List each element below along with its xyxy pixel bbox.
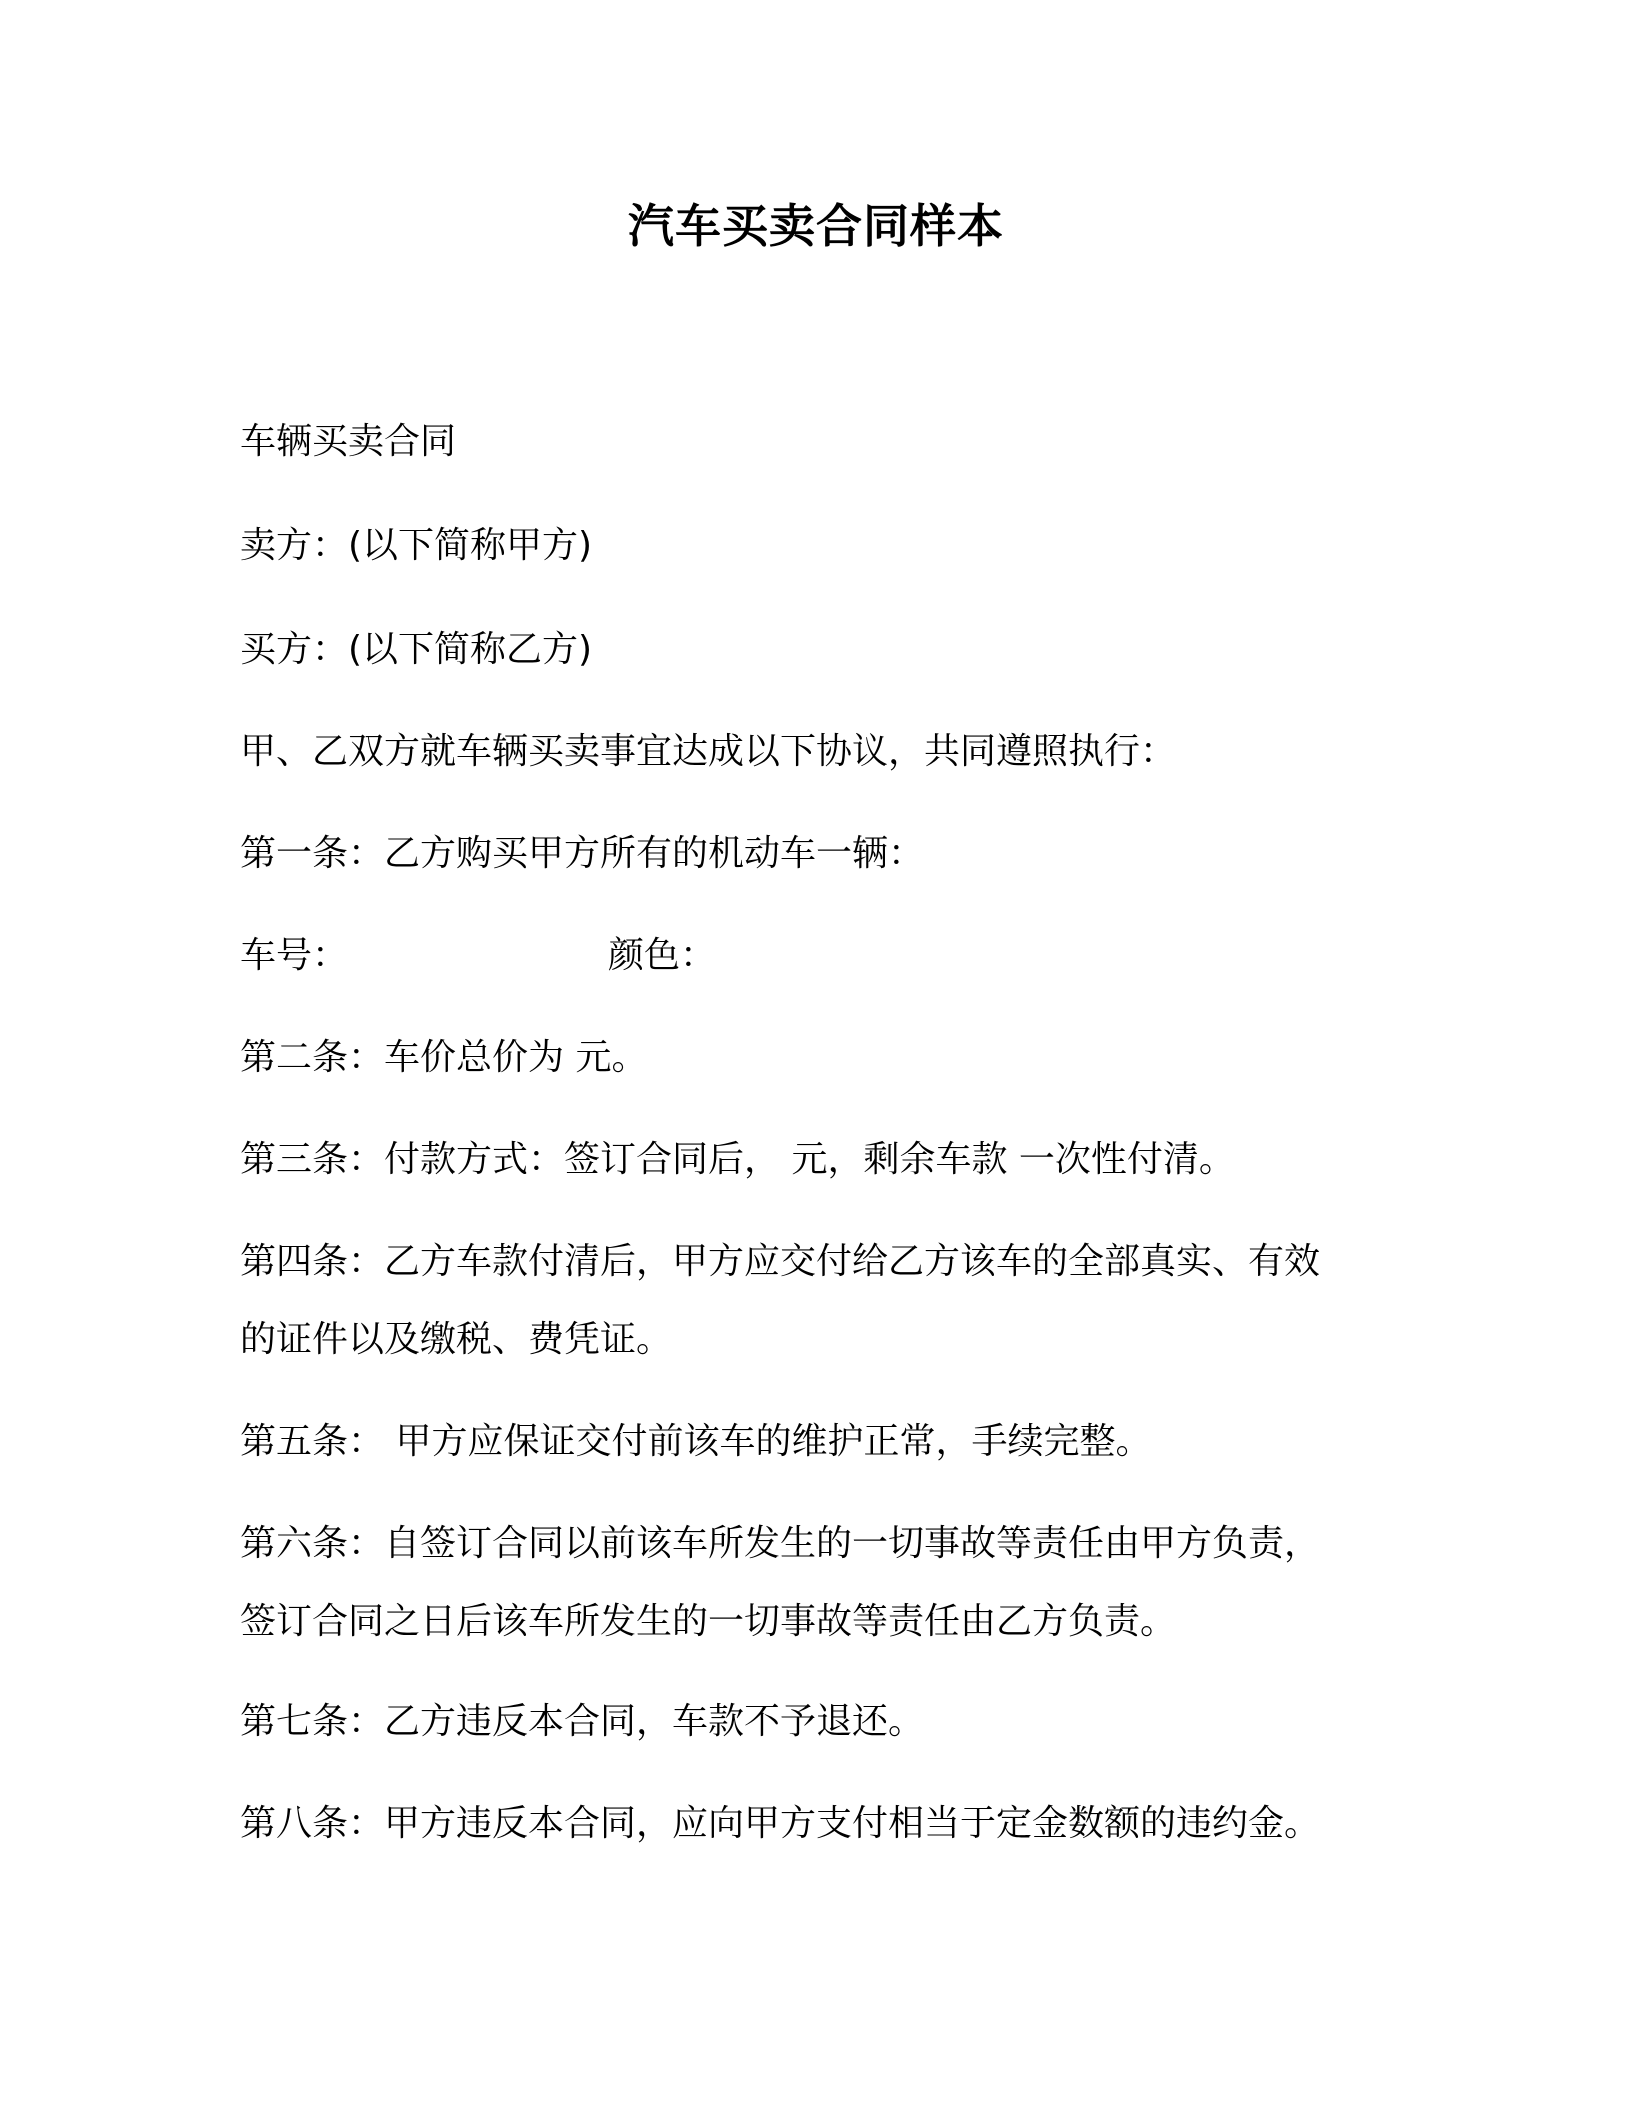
preamble-line: 甲、乙双方就车辆买卖事宜达成以下协议，共同遵照执行： [240,731,1177,772]
color-label: 颜色： [608,935,717,976]
article-5: 第五条： 甲方应保证交付前该车的维护正常，手续完整。 [240,1421,1152,1462]
contract-subtitle: 车辆买卖合同 [240,421,457,462]
article-8: 第八条：甲方违反本合同，应向甲方支付相当于定金数额的违约金。 [240,1803,1321,1844]
document-title: 汽车买卖合同样本 [628,199,1004,253]
buyer-line: 买方：(以下简称乙方) [240,629,593,670]
article-2: 第二条：车价总价为 元。 [240,1037,648,1078]
article-3: 第三条：付款方式：签订合同后， 元，剩余车款 一次性付清。 [240,1139,1235,1180]
article-7: 第七条：乙方违反本合同，车款不予退还。 [240,1701,925,1742]
article-4-line-2: 的证件以及缴税、费凭证。 [240,1319,673,1360]
seller-line: 卖方：(以下简称甲方) [240,525,593,566]
article-6-line-2: 签订合同之日后该车所发生的一切事故等责任由乙方负责。 [240,1601,1177,1642]
vehicle-fields-row [240,934,716,978]
article-6-line-1: 第六条：自签订合同以前该车所发生的一切事故等责任由甲方负责， [240,1523,1321,1564]
plate-label: 车号： [240,935,349,976]
article-4-line-1: 第四条：乙方车款付清后，甲方应交付给乙方该车的全部真实、有效 [240,1241,1321,1282]
article-1: 第一条：乙方购买甲方所有的机动车一辆： [240,833,925,874]
